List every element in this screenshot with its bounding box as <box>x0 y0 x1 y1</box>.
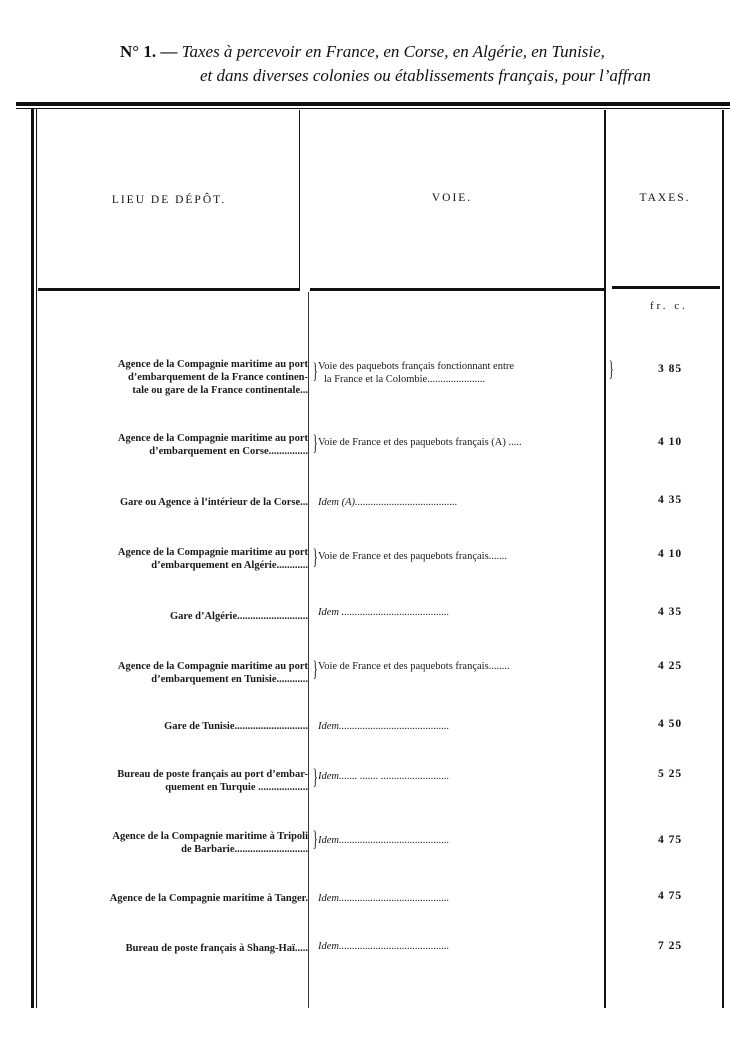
row-voie <box>318 940 614 953</box>
row-lieu <box>46 942 308 955</box>
row-taxe: 4 50 <box>657 718 683 730</box>
col-header-lieu: LIEU DE DÉPÔT. <box>111 194 227 206</box>
voie-line: Voie de France et des paquebots français (A) ..... <box>318 437 522 448</box>
lieu-line: d’embarquement en Algérie............ <box>151 560 308 571</box>
row-taxe: 4 10 <box>657 436 683 448</box>
brace-icon: } <box>608 356 614 381</box>
title-line-2: et dans diverses colonies ou établissements français, pour l’affran <box>200 66 651 85</box>
lieu-line: d’embarquement en Tunisie............ <box>151 674 308 685</box>
left-border <box>31 108 34 1008</box>
row-lieu <box>46 720 308 733</box>
row-lieu <box>46 432 308 458</box>
lieu-line: Agence de la Compagnie maritime au port <box>117 359 308 370</box>
row-lieu <box>46 358 308 397</box>
row-lieu <box>46 830 308 856</box>
brace-icon: } <box>312 430 318 455</box>
row-taxe: 4 35 <box>657 494 683 506</box>
voie-line: Idem.......................................... <box>318 721 450 732</box>
table-number: N° 1. — <box>120 42 178 61</box>
voie-line: Idem....... ....... .......................... <box>318 771 450 782</box>
row-taxe: 4 35 <box>657 606 683 618</box>
row-voie <box>318 496 614 509</box>
row-taxe: 7 25 <box>657 940 683 952</box>
voie-line: Voie de France et des paquebots français....... <box>318 551 508 562</box>
voie-line: Idem.......................................... <box>318 941 450 952</box>
col-header-voie: VOIE. <box>431 192 473 204</box>
row-taxe: 4 75 <box>657 834 683 846</box>
row-lieu <box>46 610 308 623</box>
lieu-line: quement en Turquie ................... <box>165 782 308 793</box>
top-rule <box>16 102 730 106</box>
page-title <box>120 40 720 85</box>
lieu-line: de Barbarie............................ <box>181 844 308 855</box>
row-voie <box>318 720 614 733</box>
row-lieu <box>46 892 308 905</box>
row-lieu <box>46 496 308 509</box>
voie-line: Idem.......................................... <box>318 893 450 904</box>
title-line-1: Taxes à percevoir en France, en Corse, en Algérie, en Tunisie, <box>181 42 605 61</box>
lieu-line: d’embarquement de la France continen- <box>127 372 308 383</box>
header-rule-3 <box>612 286 720 289</box>
voie-line: Idem ......................................... <box>318 607 450 618</box>
voie-line: Idem (A)....................................... <box>318 497 458 508</box>
row-voie <box>318 606 614 619</box>
right-border <box>722 110 724 1008</box>
col-divider-1-head <box>299 110 300 290</box>
unit-label: fr. c. <box>650 300 688 312</box>
row-taxe: 4 10 <box>657 548 683 560</box>
row-voie <box>318 356 614 386</box>
row-taxe: 5 25 <box>657 768 683 780</box>
left-border-inner <box>36 108 37 1008</box>
lieu-line: Bureau de poste français au port d’embar- <box>117 769 308 780</box>
lieu-line: Agence de la Compagnie maritime au port <box>117 433 308 444</box>
row-voie <box>318 660 614 673</box>
voie-line: Idem.......................................... <box>318 835 450 846</box>
lieu-line: d’embarquement en Corse............... <box>149 446 308 457</box>
lieu-line: Agence de la Compagnie maritime au port <box>117 547 308 558</box>
row-voie <box>318 436 614 449</box>
row-voie <box>318 892 614 905</box>
brace-icon: } <box>312 358 318 383</box>
row-taxe: 4 25 <box>657 660 683 672</box>
lieu-line: Gare de Tunisie............................ <box>164 721 308 732</box>
voie-line: la France et la Colombie...................... <box>324 374 485 385</box>
col-divider-1 <box>308 292 309 1008</box>
row-lieu <box>46 768 308 794</box>
voie-line: Voie des paquebots français fonctionnant entre <box>318 361 515 372</box>
lieu-line: Agence de la Compagnie maritime à Tanger. <box>109 893 308 904</box>
row-taxe: 4 75 <box>657 890 683 902</box>
lieu-line: Agence de la Compagnie maritime à Tripoli <box>112 831 308 842</box>
row-taxe: 3 85 <box>657 363 683 375</box>
row-lieu <box>46 660 308 686</box>
top-rule-thin <box>16 108 730 109</box>
brace-icon: } <box>312 656 318 681</box>
row-voie <box>318 550 614 563</box>
header-rule-1 <box>38 288 300 291</box>
lieu-line: Gare ou Agence à l’intérieur de la Corse... <box>120 497 308 508</box>
brace-icon: } <box>312 544 318 569</box>
lieu-line: tale ou gare de la France continentale... <box>132 385 308 396</box>
voie-line: Voie de France et des paquebots français........ <box>318 661 510 672</box>
col-header-taxes: TAXES. <box>639 192 691 204</box>
row-voie <box>318 834 614 847</box>
brace-icon: } <box>312 826 318 851</box>
row-voie <box>318 770 614 783</box>
lieu-line: Agence de la Compagnie maritime au port <box>117 661 308 672</box>
header-rule-2 <box>310 288 604 291</box>
lieu-line: Gare d’Algérie........................... <box>169 611 308 622</box>
lieu-line: Bureau de poste français à Shang-Haï..... <box>125 943 308 954</box>
row-lieu <box>46 546 308 572</box>
brace-icon: } <box>312 764 318 789</box>
